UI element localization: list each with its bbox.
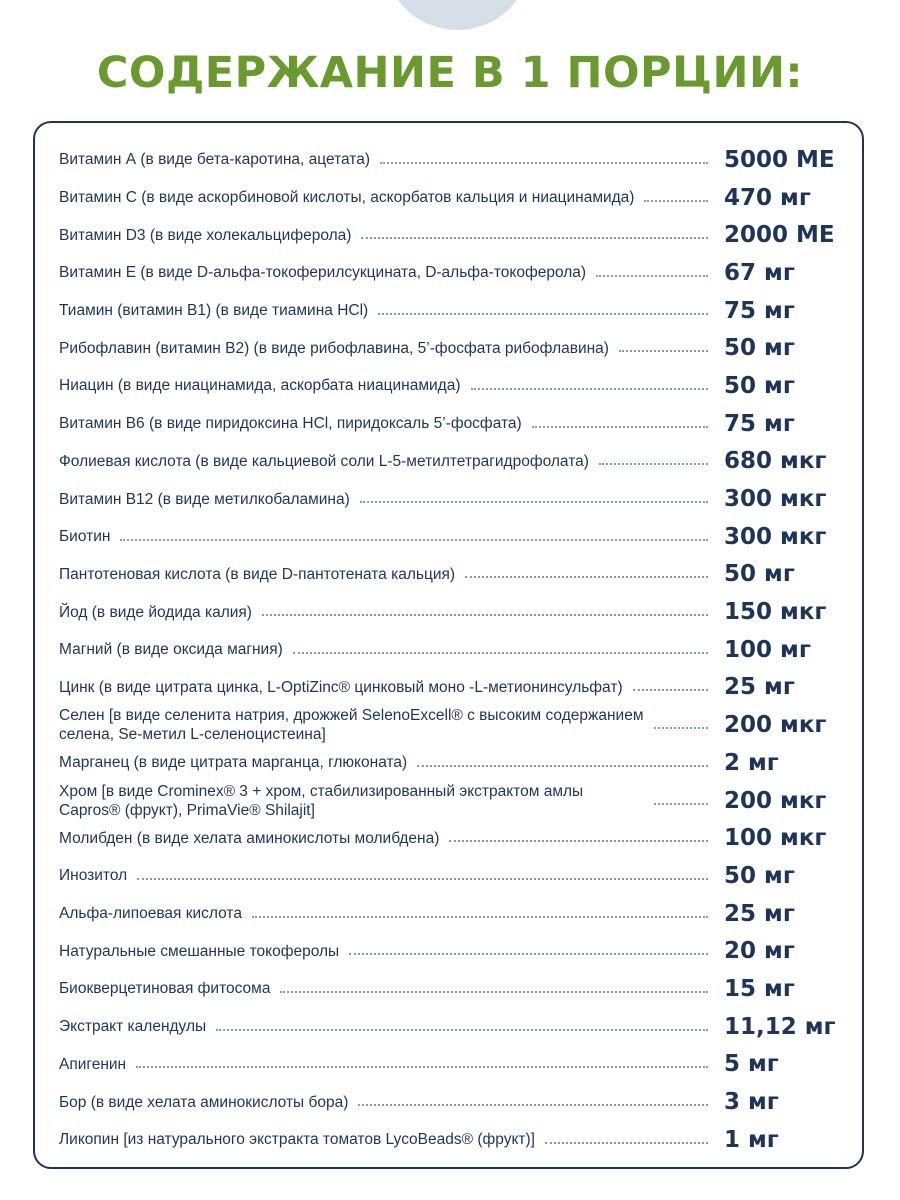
nutrient-name: Рибофлавин (витамин В2) (в виде рибофлавина, 5’-фосфата рибофлавина) <box>59 339 609 357</box>
nutrient-row <box>59 669 842 707</box>
nutrient-row <box>59 329 842 367</box>
leader-dots <box>654 727 708 729</box>
leader-dots <box>349 953 708 955</box>
nutrient-amount: 2 мг <box>724 749 779 776</box>
nutrient-row <box>59 216 842 254</box>
leader-dots <box>137 878 708 880</box>
nutrient-row <box>59 593 842 631</box>
leader-dots <box>545 1142 708 1144</box>
leader-dots <box>293 652 708 654</box>
nutrient-name: Апигенин <box>59 1055 127 1073</box>
nutrient-amount: 3 мг <box>724 1089 779 1116</box>
leader-dots <box>280 991 708 993</box>
nutrient-name: Цинк (в виде цитрата цинка, L-OptiZinc® цинковый моно -L-метионинсульфат) <box>59 678 623 696</box>
leader-dots <box>378 313 708 315</box>
page-title: СОДЕРЖАНИЕ В 1 ПОРЦИИ: <box>96 48 804 98</box>
leader-dots <box>449 840 708 842</box>
nutrient-amount: 200 мкг <box>724 712 827 739</box>
nutrient-amount: 50 мг <box>724 335 795 362</box>
nutrient-row <box>59 518 842 556</box>
nutrient-name: Пантотеновая кислота (в виде D-пантотената кальция) <box>59 565 456 583</box>
leader-dots <box>252 916 708 918</box>
nutrient-name: Молибден (в виде хелата аминокислоты молибдена) <box>59 829 440 847</box>
nutrient-amount: 67 мг <box>724 259 795 286</box>
nutrient-name: Витамин Е (в виде D-альфа-токоферилсукцината, D-альфа-токоферола) <box>59 264 587 282</box>
nutrient-row <box>59 1008 842 1046</box>
nutrient-row <box>59 895 842 933</box>
leader-dots <box>358 1104 708 1106</box>
nutrient-name: Ликопин [из натурального экстракта томатов LycoBeads® (фрукт)] <box>59 1131 535 1149</box>
leader-dots <box>360 501 708 503</box>
nutrient-row <box>59 141 842 179</box>
nutrient-amount: 25 мг <box>724 900 795 927</box>
nutrient-amount: 100 мг <box>724 636 811 663</box>
leader-dots <box>644 200 708 202</box>
nutrient-row <box>59 1046 842 1084</box>
nutrient-row <box>59 744 842 782</box>
nutrient-name: Натуральные смешанные токоферолы <box>59 942 340 960</box>
nutrient-name: Биотин <box>59 528 111 546</box>
nutrient-row <box>59 857 842 895</box>
nutrient-amount: 5000 МЕ <box>724 146 835 173</box>
nutrient-row <box>59 254 842 292</box>
leader-dots <box>619 350 708 352</box>
nutrient-row <box>59 179 842 217</box>
nutrient-row <box>59 819 842 857</box>
nutrient-name: Витамин А (в виде бета-каротина, ацетата) <box>59 151 370 169</box>
nutrient-amount: 15 мг <box>724 975 795 1002</box>
nutrient-amount: 5 мг <box>724 1051 779 1078</box>
leader-dots <box>465 576 708 578</box>
nutrient-amount: 50 мг <box>724 372 795 399</box>
nutrient-row <box>59 970 842 1008</box>
leader-dots <box>262 614 708 616</box>
nutrient-amount: 25 мг <box>724 674 795 701</box>
nutrition-facts-panel <box>33 121 864 1169</box>
leader-dots <box>633 689 708 691</box>
nutrient-name: Альфа-липоевая кислота <box>59 905 242 923</box>
leader-dots <box>120 539 708 541</box>
nutrient-name: Экстракт календулы <box>59 1018 207 1036</box>
nutrient-amount: 20 мг <box>724 938 795 965</box>
nutrient-amount: 100 мкг <box>724 825 827 852</box>
nutrient-name: Биокверцетиновая фитосома <box>59 980 271 998</box>
nutrient-row <box>59 556 842 594</box>
nutrient-name: Витамин В12 (в виде метилкобаламина) <box>59 490 350 508</box>
nutrient-row <box>59 932 842 970</box>
nutrient-amount: 50 мг <box>724 862 795 889</box>
nutrient-row <box>59 706 842 744</box>
nutrient-amount: 680 мкг <box>724 448 827 475</box>
leader-dots <box>417 765 708 767</box>
leader-dots <box>380 162 708 164</box>
nutrient-amount: 150 мкг <box>724 599 827 626</box>
nutrient-amount: 470 мг <box>724 184 811 211</box>
nutrient-amount: 75 мг <box>724 410 795 437</box>
nutrient-row <box>59 292 842 330</box>
nutrient-amount: 2000 МЕ <box>724 222 835 249</box>
leader-dots <box>216 1029 708 1031</box>
nutrient-row <box>59 367 842 405</box>
leader-dots <box>361 237 708 239</box>
nutrient-row <box>59 443 842 481</box>
nutrient-row <box>59 1083 842 1121</box>
nutrient-row <box>59 480 842 518</box>
leader-dots <box>471 388 708 390</box>
nutrient-name: Марганец (в виде цитрата марганца, глюконата) <box>59 754 408 772</box>
leader-dots <box>654 803 708 805</box>
nutrient-name: Витамин В6 (в виде пиридоксина HCl, пиридоксаль 5’-фосфата) <box>59 415 522 433</box>
nutrient-amount: 50 мг <box>724 561 795 588</box>
nutrient-name: Магний (в виде оксида магния) <box>59 641 283 659</box>
leader-dots <box>599 463 708 465</box>
nutrient-amount: 300 мкг <box>724 486 827 513</box>
nutrient-name: Витамин С (в виде аскорбиновой кислоты, аскорбатов кальция и ниацинамида) <box>59 189 635 207</box>
leader-dots <box>532 426 708 428</box>
nutrient-amount: 200 мкг <box>724 787 827 814</box>
nutrient-row <box>59 631 842 669</box>
leader-dots <box>596 275 708 277</box>
top-decoration-circle <box>385 0 530 30</box>
nutrient-row <box>59 405 842 443</box>
nutrient-name: Инозитол <box>59 867 128 885</box>
nutrient-amount: 1 мг <box>724 1126 779 1153</box>
nutrient-row <box>59 1121 842 1159</box>
nutrient-name: Витамин D3 (в виде холекальциферола) <box>59 226 352 244</box>
nutrient-amount: 75 мг <box>724 297 795 324</box>
nutrient-row <box>59 782 842 820</box>
nutrient-name: Тиамин (витамин В1) (в виде тиамина HCl) <box>59 302 369 320</box>
nutrient-name: Хром [в виде Crominex® 3 + хром, стабилизированный экстрактом амлы Capros® (фрукт), PrimaVie® Shilajit] <box>59 782 584 819</box>
nutrient-name: Бор (в виде хелата аминокислоты бора) <box>59 1093 349 1111</box>
nutrient-name: Фолиевая кислота (в виде кальциевой соли L-5-метилтетрагидрофолата) <box>59 452 589 470</box>
nutrient-name: Селен [в виде селенита натрия, дрожжей SelenoExcell® с высоким содержанием селена, Se-метил L-селеноцистеина] <box>59 707 644 744</box>
nutrient-name: Йод (в виде йодида калия) <box>59 603 252 621</box>
leader-dots <box>136 1066 708 1068</box>
nutrient-name: Ниацин (в виде ниацинамида, аскорбата ниацинамида) <box>59 377 461 395</box>
nutrient-list <box>59 141 842 1159</box>
nutrient-amount: 300 мкг <box>724 523 827 550</box>
nutrient-amount: 11,12 мг <box>724 1013 836 1040</box>
